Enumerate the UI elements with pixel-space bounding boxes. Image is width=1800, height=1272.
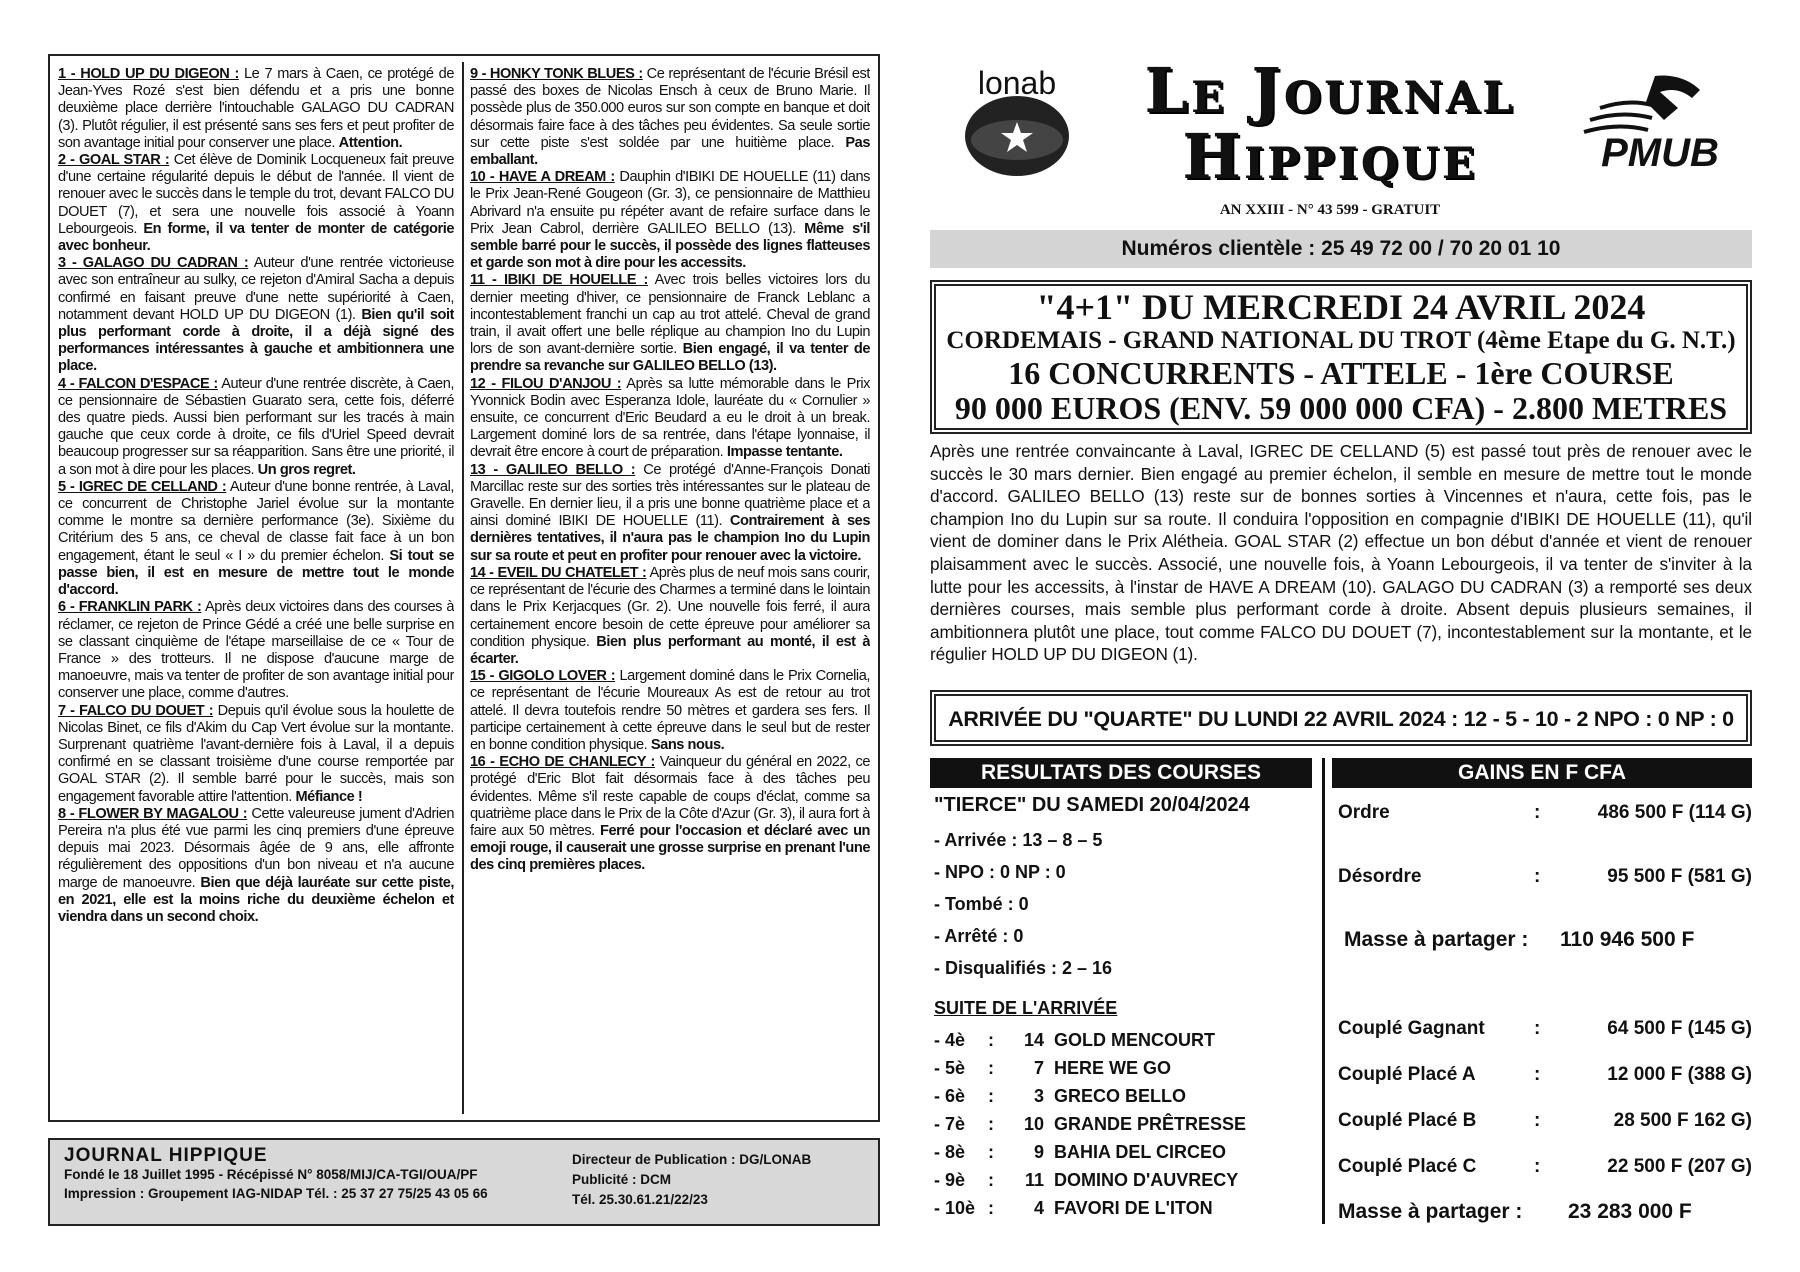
horse-entry-text: Vainqueur du général en 2022, ce protégé d'Eric Blot fait désormais face à des tâches peu évidentes. Même s'il reste capable de coups d'éclat, comme sa quatrième place dans le Prix de la Côte d'Azur (Gr. 3), il aura fort à faire aux 50 mètres. [470,754,870,839]
horse-entry-verdict: Bien que déjà lauréate sur cette piste, en 2021, elle est la moins riche du deuxième échelon et viendra dans un second choix. [58,874,454,925]
jockey-horse-icon [1646,76,1700,120]
horse-entry-verdict: Contrairement à ses dernières tentatives, il n'aura pas le champion Ino du Lupin sur sa route et peut en profiter pour renouer avec la victoire. [470,513,870,564]
gain-value: 22 500 F (207 G) [1607,1156,1752,1177]
customer-phone-numbers: Numéros clientèle : 25 49 72 00 / 70 20 01 10 [930,230,1752,268]
arrival-rank: - 4è [934,1030,966,1050]
gain-label: Couplé Placé B [1338,1110,1477,1131]
column-divider [462,62,464,1114]
horse-entry-text: Depuis qu'il évolue sous la houlette de Nicolas Binet, ce fils d'Akim du Cap Vert évolue sur la montante. Surprenant quatrième l'avant-dernière fois à Laval, il a depuis confirmé en se classant troisième d'une course remportée par GOAL STAR (2). Il semble barré pour le succès, mais son engagement favorable attire l'attention. [58,702,454,805]
gain-colon: : [1534,866,1541,887]
arrival-horse-name: GOLD MENCOURT [1054,1030,1215,1050]
arrival-horse-name: HERE WE GO [1054,1058,1172,1078]
horse-entry-text: Avec trois belles victoires lors du dernier meeting d'hiver, ce pensionnaire de Franck Leblanc a incontestablement franchi un cap au trot attelé. Cheval de grand train, il avait offert une belle réplique au champion Ino du Lupin lors de son avant-dernière sortie. [470,272,870,358]
horse-entry-verdict: Si tout se passe bien, il est en mesure de mettre tout le monde d'accord. [58,547,454,599]
footer-director: Directeur de Publication : DG/LONAB [572,1152,812,1167]
horse-entry-verdict: Bien engagé, il va tenter de prendre sa revanche sur GALILEO BELLO (13). [470,341,870,375]
horse-entry [470,169,870,272]
horse-entry-text: Cette valeureuse jument d'Adrien Pereira n'a plus été vue parmi les cinq premiers d'une épreuve depuis mai 2023. Désormais âgée de 9 ans, elle affronte régulièrement des oppositions d'un bon niveau et n'a aucune marge de manoeuvre. [58,805,454,891]
horse-entry-text: Après plus de neuf mois sans courir, ce représentant de l'écurie des Charmes a terminé dans le lointain dans le Prix Kerjacques (Gr. 2). Une nouvelle fois ferré, il aura certainement encore besoin de cette épreuve pour améliorer sa condition physique. [470,564,870,650]
gain-label: Couplé Gagnant [1338,1018,1485,1039]
horse-entry-verdict: Bien qu'il soit plus performant corde à droite, il a déjà signé des performances intéressantes à gauche et ambitionnera une place. [58,306,454,375]
pmub-logo-text: PMUB [1601,131,1719,175]
arrival-number: 14 [1023,1030,1044,1050]
pmub-logo [1560,68,1750,178]
race-date: "4+1" DU MERCREDI 24 AVRIL 2024 [1036,287,1646,327]
results-header: RESULTATS DES COURSES [930,758,1312,788]
arrival-rank: - 5è [934,1058,966,1078]
horse-entry-verdict: Même s'il semble barré pour le succès, il possède des lignes flatteuses et garde son mot à dire pour les accessits. [470,220,870,272]
horse-entry-text: Ce protégé d'Anne-François Donati Marcillac reste sur des sorties très intéressantes sur le plateau de Gravelle. En dernier lieu, il a pris une bonne quatrième place et a ainsi dominé IBIKI DE HOUELLE (11). [470,461,870,530]
footer-phone: Tél. 25.30.61.21/22/23 [572,1192,708,1207]
arrival-row [934,1030,1324,1056]
tierce-title: "TIERCE" DU SAMEDI 20/04/2024 [934,794,1250,816]
footer-title: JOURNAL HIPPIQUE [64,1145,268,1166]
gain-colon: : [1534,1110,1541,1131]
gain-colon: : [1534,1064,1541,1085]
lonab-logo-text: lonab [977,66,1057,101]
race-prize: 90 000 EUROS (ENV. 59 000 000 CFA) - 2.800 METRES [954,390,1728,426]
title-line-1: Le Journal [1144,54,1516,127]
horse-entry-text: Largement dominé dans le Prix Cornelia, ce représentant de l'écurie Moureaux As est de retour au trot attelé. Il devra toutefois rendre 50 mètres et gardera ses fers. Il participe certainement à cette épreuve dans le seul but de rester en bonne condition physique. [470,668,870,753]
horse-entry-text: Cet élève de Dominik Locqueneux fait preuve d'une certaine régularité depuis le début de l'année. Il vient de renouer avec le succès dans le temple du trot, devant FALCO DU DOUET (7), et sera une nouvelle fois associé à Yoann Lebourgeois. [58,152,454,237]
horse-entry-title: 4 - FALCON D'ESPACE : [58,375,218,392]
horse-entry-title: 6 - FRANKLIN PARK : [58,599,202,616]
horse-entry-text: Après deux victoires dans des courses à réclamer, ce rejeton de Prince Gédé a créé une belle surprise en se classant cinquième de l'étape marseillaise de ce « Tour de France » des trotteurs. Il ne dispose d'aucune marge de manoeuvre, mais va tenter de profiter de son avantage initial pour conserver une place, comme d'autres. [58,599,454,702]
horse-entry [58,479,454,599]
horse-entry-verdict: Un gros regret. [257,461,356,478]
horse-entry [470,66,870,169]
horse-entry-text: Auteur d'une rentrée discrète, à Caen, ce pensionnaire de Sébastien Guarato sera, cette fois, déferré des quatre pieds. Aussi bien performant sur les tracés à main gauche que ceux corde à droite, ce fils d'Uriel Speed devrait beaucoup progresser sur sa réapparition. Sans être une priorité, il a son mot à dire pour les places. [58,375,454,478]
publication-footer [48,1138,880,1226]
arrival-colon: : [988,1058,994,1078]
arrival-row [934,1142,1324,1168]
race-venue: CORDEMAIS - GRAND NATIONAL DU TROT (4ème Etape du G. N.T.) [946,327,1736,354]
result-line: - Tombé : 0 [934,894,1029,914]
suite-arrivee-title: SUITE DE L'ARRIVÉE [934,998,1118,1018]
footer-advertising: Publicité : DCM [572,1172,672,1187]
result-line: - Arrivée : 13 – 8 – 5 [934,830,1103,850]
gain-colon: : [1534,1018,1541,1039]
arrival-number: 3 [1033,1086,1044,1106]
horse-entry-title: 14 - EVEIL DU CHATELET : [470,564,647,581]
arrival-rank: - 7è [934,1114,966,1134]
arrival-row [934,1114,1324,1140]
arrival-horse-name: BAHIA DEL CIRCEO [1054,1142,1227,1162]
arrival-colon: : [988,1198,994,1218]
gain-value: 12 000 F (388 G) [1607,1064,1752,1085]
masse-value-1: 110 946 500 F [1560,928,1695,951]
masse-label-1: Masse à partager : [1344,928,1529,951]
horse-entry-title: 2 - GOAL STAR : [58,152,170,169]
horse-entry-title: 9 - HONKY TONK BLUES : [470,66,643,82]
horse-entry-title: 5 - IGREC DE CELLAND : [58,478,227,495]
analysis-column-2 [470,66,870,1110]
gain-label: Ordre [1338,802,1390,823]
analysis-column-1 [58,66,454,1110]
masse-label-2: Masse à partager : [1338,1200,1523,1223]
arrival-row [934,1170,1324,1196]
arrival-number: 7 [1033,1058,1044,1078]
arrival-horse-name: DOMINO D'AUVRECY [1054,1170,1239,1190]
horse-entry-title: 11 - IBIKI DE HOUELLE : [470,272,648,289]
result-line: - Arrêté : 0 [934,926,1024,946]
result-line: - NPO : 0 NP : 0 [934,862,1066,882]
arrival-horse-name: FAVORI DE L'ITON [1054,1198,1213,1218]
newspaper-title [1095,54,1565,193]
horse-entry-title: 8 - FLOWER BY MAGALOU : [58,805,248,822]
gain-colon: : [1534,802,1541,823]
footer-printing: Impression : Groupement IAG-NIDAP Tél. : 25 37 27 75/25 43 05 66 [64,1186,488,1201]
horse-entry-text: Auteur d'une bonne rentrée, à Laval, ce concurrent de Christophe Jariel évolue sur la montante comme le montre sa dernière performance (3e). Sixième du Critérium des 5 ans, ce cheval de classe fait face à un bon engagement, étant le seul « I » du premier échelon. [58,478,454,564]
horse-entry-title: 16 - ECHO DE CHANLECY : [470,754,655,771]
race-summary: Après une rentrée convaincante à Laval, IGREC DE CELLAND (5) est passé tout près de renouer avec le succès le 30 mars dernier. Bien engagé au premier échelon, il semble en mesure de mettre tout le monde d'accord. GALILEO BELLO (13) reste sur de bonnes sorties à Vincennes et n'aura, cette fois, pas le champion Ino du Lupin sur sa route. Il conduira l'opposition en compagnie d'IBIKI DE HOUELLE (11), qu'il vient de dominer dans le Prix Alétheia. GOAL STAR (2) effectue un bon début d'année et vient de renouer plaisamment avec le succès. Associé, une nouvelle fois, à Yoann Lebourgeois, il va tenter de s'inviter à la lutte pour les accessits, à l'instar de HAVE A DREAM (10). GALAGO DU CADRAN (3) a remporté ses deux dernières courses, mais semble plus performant corde à droite. Absent depuis plusieurs semaines, il ambitionnera plutôt une place, tout comme FALCO DU DOUET (7), incontestablement sur la montante, et le régulier HOLD UP DU DIGEON (1). [930,441,1752,665]
result-line: - Disqualifiés : 2 – 16 [934,958,1113,978]
horse-entry-title: 1 - HOLD UP DU DIGEON : [58,66,239,82]
horse-entry-title: 3 - GALAGO DU CADRAN : [58,255,249,272]
horse-entry [58,152,454,255]
horse-entry-title: 15 - GIGOLO LOVER : [470,668,616,685]
gain-colon: : [1534,1156,1541,1177]
arrival-row [934,1086,1324,1112]
horse-entry-text: Le 7 mars à Caen, ce protégé de Jean-Yves Rozé s'est bien défendu et a pris une bonne deuxième place derrière l'intouchable GALAGO DU CADRAN (3). Plutôt régulier, il est présenté sans ses fers et peut profiter de son avantage initial pour conserver une place. [58,66,454,151]
horse-entry [470,376,870,462]
arrival-number: 9 [1033,1142,1044,1162]
title-line-2: Hippique [1182,120,1478,193]
arrival-row [934,1058,1324,1084]
horse-entry-verdict: Attention. [338,134,403,151]
horse-entry-title: 13 - GALILEO BELLO : [470,461,636,478]
footer-founded: Fondé le 18 Juillet 1995 - Récépissé N° 8058/MIJ/CA-TGI/OUA/PF [64,1167,478,1182]
race-info-box [930,280,1752,434]
horse-entry [470,272,870,375]
race-type: 16 CONCURRENTS - ATTELE - 1ère COURSE [1008,355,1674,391]
horse-entry-text: Auteur d'une rentrée victorieuse avec son entraîneur au sulky, ce rejeton d'Amiral Sacha a depuis confirmé en faisant preuve d'une nette supériorité à Caen, notamment devant HOLD UP DU DIGEON (1). [58,255,454,323]
horse-entry-text: Ce représentant de l'écurie Brésil est passé des boxes de Nicolas Ensch à ceux de Bruno Marie. Il possède plus de 350.000 euros sur son compte en banque et doit désormais faire face à des tâches peu évidentes. Sa seule sortie sur cette piste s'est soldée par une huitième place. [470,66,870,151]
horse-entry-verdict: Ferré pour l'occasion et déclaré avec un emoji rouge, il causerait une grosse surprise en prenant l'une des cinq premières places. [470,822,870,874]
horse-entry-verdict: Sans nous. [650,736,725,753]
arrival-horse-name: GRECO BELLO [1054,1086,1187,1106]
horse-entry [58,599,454,702]
horse-entry-verdict: Pas emballant. [470,134,870,169]
gain-value: 95 500 F (581 G) [1607,866,1752,887]
gain-label: Couplé Placé C [1338,1156,1477,1177]
horse-entry-verdict: En forme, il va tenter de monter de catégorie avec bonheur. [58,220,454,255]
masse-value-2: 23 283 000 F [1568,1200,1692,1223]
horse-entry [470,462,870,565]
arrival-colon: : [988,1086,994,1106]
arrival-row [934,1198,1324,1224]
horse-entry [58,255,454,375]
quarte-arrival-box [930,690,1752,746]
horse-entry [58,66,454,152]
arrival-rank: - 9è [934,1170,966,1190]
edition-info: AN XXIII - N° 43 599 - GRATUIT [1219,202,1441,218]
horse-entry-verdict: Bien plus performant au monté, il est à écarter. [470,633,870,667]
gain-value: 486 500 F (114 G) [1597,802,1752,823]
arrival-colon: : [988,1030,994,1050]
horse-entry [470,668,870,754]
horse-entry-verdict: Impasse tentante. [726,444,843,461]
lonab-logo [960,66,1074,178]
gain-label: Désordre [1338,866,1422,887]
gain-value: 64 500 F (145 G) [1607,1018,1752,1039]
arrival-number: 11 [1024,1170,1044,1190]
horse-analysis-columns [48,54,880,1122]
horse-entry [58,703,454,806]
arrival-colon: : [988,1114,994,1134]
arrival-rank: - 10è [934,1198,976,1218]
horse-entry-text: Après sa lutte mémorable dans le Prix Yvonnick Bodin avec Esperanza Idole, lauréate du « Cornulier » ensuite, ce concurrent d'Eric Beudard a eu le droit à un break. Largement dominé lors de sa rentrée, dans l'étape lyonnaise, il devrait être encore à court de préparation. [470,375,870,461]
horse-entry-title: 10 - HAVE A DREAM : [470,169,615,186]
arrival-horse-name: GRANDE PRÊTRESSE [1054,1114,1247,1134]
arrival-colon: : [988,1170,994,1190]
quarte-arrival-text: ARRIVÉE DU "QUARTE" DU LUNDI 22 AVRIL 2024 : 12 - 5 - 10 - 2 NPO : 0 NP : 0 [934,694,1748,742]
arrival-number: 10 [1023,1114,1044,1134]
gain-label: Couplé Placé A [1338,1064,1476,1085]
horse-entry [470,565,870,668]
arrival-number: 4 [1033,1198,1044,1218]
horse-entry-title: 7 - FALCO DU DOUET : [58,702,214,719]
horse-entry-verdict: Méfiance ! [295,788,363,805]
horse-entry [470,754,870,874]
gain-value: 28 500 F 162 G) [1613,1110,1752,1131]
arrival-rank: - 8è [934,1142,966,1162]
gains-header: GAINS EN F CFA [1332,758,1752,788]
horse-entry-title: 12 - FILOU D'ANJOU : [470,375,622,392]
horse-entry-text: Dauphin d'IBIKI DE HOUELLE (11) dans le Prix Jean-René Gougeon (Gr. 3), ce pensionnaire de Matthieu Abrivard n'a ensuite pu répéter avant de refaire surface dans le Prix Jean Cabrol, derrière GALILEO BELLO (13). [470,169,870,237]
horse-entry [58,376,454,479]
arrival-rank: - 6è [934,1086,966,1106]
horse-entry [58,806,454,926]
arrival-colon: : [988,1142,994,1162]
